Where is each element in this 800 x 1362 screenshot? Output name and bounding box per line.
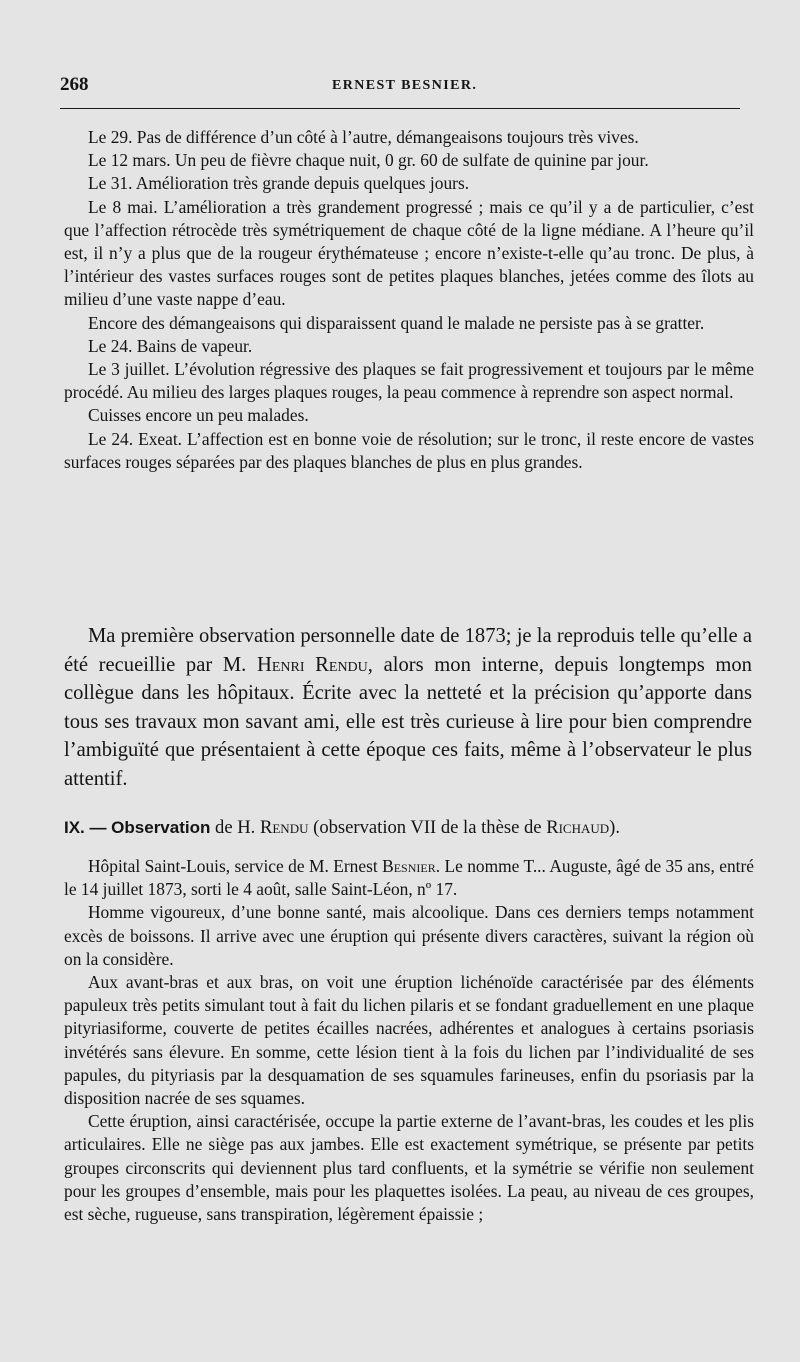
observation-body xyxy=(64,855,754,1226)
observation-paren-close: ). xyxy=(609,817,620,838)
observation-text: Hôpital Saint-Louis, service de M. Ernest xyxy=(88,856,378,876)
intro-paragraph xyxy=(64,622,752,794)
case-entry: Le 24. Bains de vapeur. xyxy=(88,335,253,356)
observation-paragraph: Homme vigoureux, d’une bonne santé, mais alcoolique. Dans ces derniers temps notamment excès de boissons. Il arrive avec une éruption qui présente divers caractères, suivant la région où on la considère. xyxy=(64,902,754,969)
header-rule xyxy=(60,108,740,109)
person-name: Henri Rendu xyxy=(256,653,368,676)
case-entry: Encore des démangeaisons qui disparaissent quand le malade ne persiste pas à se gratter. xyxy=(88,312,705,333)
observation-text: . Le nomme T... Auguste, âgé de 35 ans, entré le 14 juillet 1873, sorti le 4 août, salle Saint-Léon, nº 17. xyxy=(64,856,754,900)
intro-text xyxy=(64,622,752,794)
case-notes xyxy=(64,126,754,474)
case-entry: Le 31. Amélioration très grande depuis quelques jours. xyxy=(88,173,470,194)
observation-paragraph: Aux avant-bras et aux bras, on voit une éruption lichénoïde caractérisée par des éléments papuleux très petits simulant tout à fait du lichen pilaris et se fondant graduellement en une plaque pityriasiforme, couverte de petites écailles nacrées, adhérentes et analogues à certains psoriasis invétérés sans élevure. En somme, cette lésion tient à la fois du lichen par l’individualité de ses papules, du pityriasis par la desquamation de ses squamules farineuses, enfin du psoriasis par la disposition nacrée de ses squames. xyxy=(64,972,754,1109)
observation-of: de H. xyxy=(215,817,256,838)
observation-paragraph: Cette éruption, ainsi caractérisée, occupe la partie externe de l’avant-bras, les coudes et les plis articulaires. Elle ne siège pas aux jambes. Elle est exactement symétrique, se présente par petits groupes circonscrits qui deviennent plus tard confluents, et la symétrie se vérifie non seulement pour les groupes d’ensemble, mais pour les plaquettes isolées. La peau, au niveau de ces groupes, est sèche, rugueuse, sans transpiration, légèrement épaissie ; xyxy=(64,1111,754,1225)
case-entry: Le 29. Pas de différence d’un côté à l’autre, démangeaisons toujours très vives. xyxy=(88,127,639,147)
case-entry: Cuisses encore un peu malades. xyxy=(88,405,309,426)
case-entry: Le 24. Exeat. L’affection est en bonne voie de résolution; sur le tronc, il reste encore de vastes surfaces rouges séparées par des plaques blanches de plus en plus grandes. xyxy=(64,428,754,472)
page-header xyxy=(60,74,740,98)
observation-heading xyxy=(64,815,754,841)
observation-paragraph xyxy=(64,855,754,901)
case-entry: Le 8 mai. L’amélioration a très grandement progressé ; mais ce qu’il y a de particulier, c’est que l’affection rétrocède très symétriquement de chaque côté de la ligne médiane. A l’heure qu’il est, il n’y a plus que de la rougeur érythémateuse ; encore n’existe-t-elle qu’au tronc. De plus, à l’intérieur des vastes surfaces rouges sont de petites plaques blanches, jetées comme des îlots au milieu d’une vaste nappe d’eau. xyxy=(64,196,754,310)
case-entry: Le 12 mars. Un peu de fièvre chaque nuit, 0 gr. 60 de sulfate de quinine par jour. xyxy=(88,150,649,171)
intro-text-end: , alors mon interne, depuis longtemps mon collègue dans les hôpitaux. Écrite avec la netteté et la précision qu’apporte dans tous ses travaux mon savant ami, elle est très curieuse à lire pour bien comprendre l’ambiguïté que présentaient à cette époque ces faits, même à l’observateur le plus attentif. xyxy=(64,653,752,790)
intro-text-start: Ma première observation personnelle date de 1873; je la reproduis telle qu’elle a été recueillie par M. xyxy=(64,625,752,676)
thesis-author: Richaud xyxy=(546,817,610,838)
case-entry: Le 3 juillet. L’évolution régressive des plaques se fait progressivement et toujours par le même procédé. Au milieu des larges plaques rouges, la peau commence à reprendre son aspect normal. xyxy=(64,359,754,403)
observation-paren: (observation VII de la thèse de xyxy=(313,817,542,838)
page-number: 268 xyxy=(60,74,89,95)
observation-number: IX. — xyxy=(64,818,107,837)
observation-label: Observation xyxy=(111,818,211,837)
running-head: ERNEST BESNIER. xyxy=(332,78,478,93)
person-name: Besnier xyxy=(382,856,436,876)
observation-author: Rendu xyxy=(259,817,309,838)
